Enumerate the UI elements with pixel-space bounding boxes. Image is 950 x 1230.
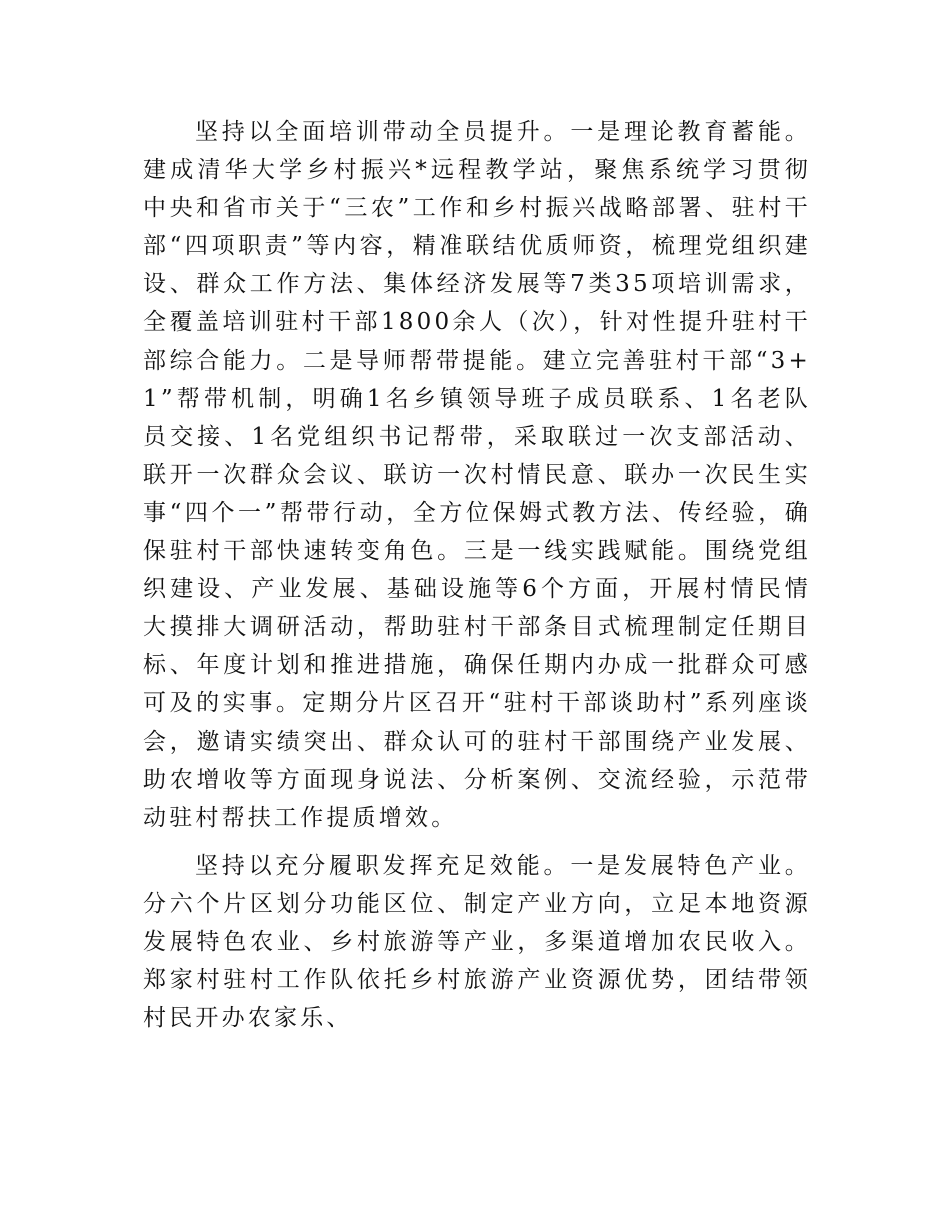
body-paragraph-performance: 坚持以充分履职发挥充足效能。一是发展特色产业。分六个片区划分功能区位、制定产业方向，立足本地资源发展特色农业、乡村旅游等产业，多渠道增加农民收入。郑家村驻村工作队依托乡村旅游产业资源优势，团结带领村民开办农家乐、 <box>143 852 811 1032</box>
body-paragraph-training: 坚持以全面培训带动全员提升。一是理论教育蓄能。建成清华大学乡村振兴*远程教学站，聚焦系统学习贯彻中央和省市关于“三农”工作和乡村振兴战略部署、驻村干部“四项职责”等内容，精准联结优质师资，梳理党组织建设、群众工作方法、集体经济发展等7类35项培训需求，全覆盖培训驻村干部1800余人（次），针对性提升驻村干部综合能力。二是导师帮带提能。建立完善驻村干部“3+1”帮带机制，明确1名乡镇领导班子成员联系、1名老队员交接、1名党组织书记帮带，采取联过一次支部活动、联开一次群众会议、联访一次村情民意、联办一次民生实事“四个一”帮带行动，全方位保姆式教方法、传经验，确保驻村干部快速转变角色。三是一线实践赋能。围绕党组织建设、产业发展、基础设施等6个方面，开展村情民情大摸排大调研活动，帮助驻村干部条目式梳理制定任期目标、年度计划和推进措施，确保任期内办成一批群众可感可及的实事。定期分片区召开“驻村干部谈助村”系列座谈会，邀请实绩突出、群众认可的驻村干部围绕产业发展、助农增收等方面现身说法、分析案例、交流经验，示范带动驻村帮扶工作提质增效。 <box>143 119 811 831</box>
document-page <box>143 113 811 1037</box>
